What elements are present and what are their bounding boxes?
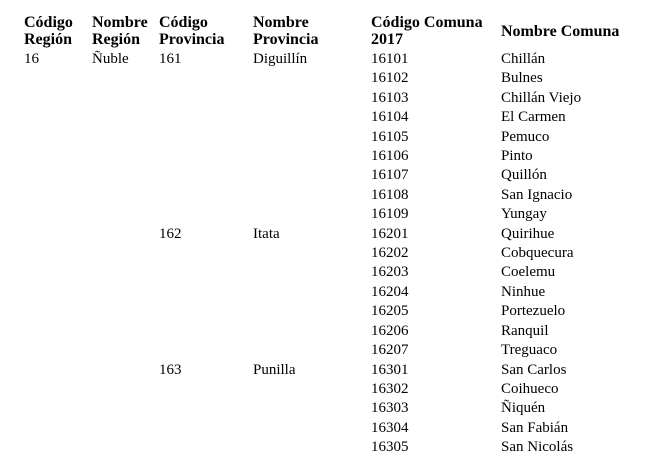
cell-codigo-comuna: 16207 (371, 342, 409, 359)
cell-nombre-region (92, 341, 159, 360)
cell-codigo-provincia (159, 283, 253, 302)
table-row (24, 166, 630, 185)
table-row (24, 50, 630, 69)
cell-codigo-provincia (159, 302, 253, 321)
cell-codigo-region (24, 244, 92, 263)
cell-codigo-comuna: 16301 (371, 361, 409, 378)
cell-nombre-comuna: Ninhue (501, 283, 546, 300)
cell-codigo-region (24, 322, 92, 341)
cell-nombre-comuna: Quillón (501, 167, 547, 184)
cell-nombre-comuna: Yungay (501, 206, 547, 223)
table-row (24, 361, 630, 380)
cell-nombre-region (92, 147, 159, 166)
cell-nombre-comuna: Chillán (501, 51, 546, 67)
table-header (24, 12, 630, 50)
table-row (24, 225, 630, 244)
table-row (24, 419, 630, 438)
cell-nombre-provincia (253, 322, 371, 341)
cell-codigo-comuna: 16303 (371, 400, 409, 417)
cell-nombre-comuna: Coelemu (501, 264, 556, 281)
cell-nombre-comuna: Pemuco (501, 128, 550, 145)
cell-nombre-provincia (253, 244, 371, 263)
table-row (24, 283, 630, 302)
cell-codigo-comuna: 16105 (371, 128, 409, 145)
cell-nombre-region (92, 166, 159, 185)
cell-nombre-region (92, 283, 159, 302)
cell-nombre-comuna: Treguaco (501, 342, 558, 359)
cell-nombre-provincia (253, 108, 371, 127)
cell-codigo-provincia (159, 341, 253, 360)
cell-nombre-provincia: Punilla (253, 361, 296, 378)
header-codigo-comuna: Código Comuna 2017 (371, 14, 483, 48)
cell-nombre-region: Ñuble (92, 51, 129, 67)
cell-nombre-provincia: Itata (253, 225, 280, 242)
cell-codigo-provincia (159, 205, 253, 224)
cell-nombre-comuna: Portezuelo (501, 303, 566, 320)
cell-nombre-region (92, 244, 159, 263)
cell-codigo-comuna: 16103 (371, 89, 409, 106)
cell-nombre-comuna: San Ignacio (501, 186, 573, 203)
cell-nombre-provincia (253, 302, 371, 321)
table-body (24, 50, 630, 458)
comunas-table (24, 12, 630, 458)
cell-codigo-region (24, 128, 92, 147)
table-row (24, 263, 630, 282)
cell-codigo-comuna: 16302 (371, 380, 409, 397)
cell-nombre-comuna: Ñiquén (501, 400, 546, 417)
cell-codigo-comuna: 16108 (371, 186, 409, 203)
cell-codigo-region (24, 263, 92, 282)
cell-codigo-comuna: 16101 (371, 51, 409, 67)
cell-nombre-comuna: Cobquecura (501, 245, 574, 262)
cell-codigo-provincia (159, 166, 253, 185)
cell-codigo-region (24, 283, 92, 302)
table-row (24, 205, 630, 224)
cell-codigo-comuna: 16204 (371, 283, 409, 300)
cell-nombre-provincia (253, 283, 371, 302)
cell-codigo-region (24, 108, 92, 127)
cell-nombre-region (92, 205, 159, 224)
header-nombre-comuna: Nombre Comuna (501, 22, 620, 40)
cell-codigo-provincia (159, 186, 253, 205)
cell-codigo-region (24, 380, 92, 399)
cell-codigo-region: 16 (24, 51, 39, 67)
cell-nombre-provincia (253, 166, 371, 185)
cell-codigo-comuna: 16203 (371, 264, 409, 281)
cell-nombre-comuna: Bulnes (501, 70, 543, 87)
cell-codigo-region (24, 205, 92, 224)
cell-codigo-region (24, 419, 92, 438)
cell-codigo-provincia (159, 147, 253, 166)
cell-nombre-region (92, 186, 159, 205)
cell-codigo-region (24, 69, 92, 88)
cell-codigo-provincia (159, 128, 253, 147)
table-row (24, 89, 630, 108)
cell-nombre-provincia (253, 438, 371, 457)
cell-nombre-region (92, 399, 159, 418)
cell-nombre-provincia (253, 341, 371, 360)
table-row (24, 380, 630, 399)
cell-codigo-region (24, 147, 92, 166)
cell-nombre-provincia (253, 419, 371, 438)
cell-nombre-comuna: Ranquil (501, 322, 549, 339)
cell-codigo-provincia (159, 244, 253, 263)
cell-nombre-comuna: San Carlos (501, 361, 567, 378)
cell-codigo-region (24, 225, 92, 244)
cell-nombre-region (92, 225, 159, 244)
cell-nombre-region (92, 438, 159, 457)
table-row (24, 438, 630, 457)
cell-nombre-comuna: San Nicolás (501, 439, 574, 456)
table-row (24, 322, 630, 341)
cell-codigo-comuna: 16205 (371, 303, 409, 320)
cell-codigo-provincia (159, 419, 253, 438)
header-nombre-region: Nombre Región (92, 14, 148, 48)
header-row (24, 12, 630, 50)
cell-nombre-region (92, 361, 159, 380)
table-row (24, 341, 630, 360)
cell-codigo-provincia (159, 263, 253, 282)
table-row (24, 147, 630, 166)
cell-codigo-provincia: 163 (159, 361, 182, 378)
cell-nombre-provincia (253, 186, 371, 205)
cell-codigo-comuna: 16202 (371, 245, 409, 262)
table-row (24, 128, 630, 147)
cell-codigo-comuna: 16109 (371, 206, 409, 223)
header-nombre-provincia: Nombre Provincia (253, 14, 319, 48)
table-row (24, 69, 630, 88)
cell-nombre-comuna: El Carmen (501, 109, 566, 126)
cell-nombre-provincia (253, 205, 371, 224)
cell-codigo-provincia (159, 380, 253, 399)
cell-codigo-comuna: 16304 (371, 419, 409, 436)
table-row (24, 244, 630, 263)
cell-nombre-provincia (253, 380, 371, 399)
cell-nombre-region (92, 263, 159, 282)
cell-codigo-provincia: 162 (159, 225, 182, 242)
cell-codigo-comuna: 16107 (371, 167, 409, 184)
header-codigo-provincia: Código Provincia (159, 14, 225, 48)
cell-nombre-comuna: Coihueco (501, 380, 559, 397)
cell-codigo-region (24, 302, 92, 321)
cell-nombre-provincia (253, 147, 371, 166)
cell-codigo-provincia (159, 108, 253, 127)
cell-codigo-provincia (159, 399, 253, 418)
cell-codigo-provincia (159, 438, 253, 457)
cell-nombre-provincia (253, 263, 371, 282)
header-codigo-region: Código Región (24, 14, 73, 48)
cell-nombre-region (92, 322, 159, 341)
cell-codigo-region (24, 361, 92, 380)
cell-codigo-provincia (159, 322, 253, 341)
cell-nombre-region (92, 69, 159, 88)
cell-nombre-region (92, 128, 159, 147)
cell-codigo-region (24, 399, 92, 418)
table-row (24, 186, 630, 205)
cell-nombre-provincia (253, 128, 371, 147)
cell-codigo-comuna: 16201 (371, 225, 409, 242)
cell-nombre-comuna: Chillán Viejo (501, 89, 582, 106)
cell-codigo-provincia (159, 89, 253, 108)
cell-codigo-comuna: 16206 (371, 322, 409, 339)
cell-nombre-provincia (253, 69, 371, 88)
cell-nombre-region (92, 108, 159, 127)
cell-codigo-region (24, 438, 92, 457)
cell-nombre-comuna: San Fabián (501, 419, 569, 436)
table-row (24, 399, 630, 418)
table-row (24, 302, 630, 321)
cell-codigo-comuna: 16104 (371, 109, 409, 126)
cell-codigo-region (24, 186, 92, 205)
cell-nombre-provincia (253, 399, 371, 418)
cell-codigo-comuna: 16305 (371, 439, 409, 456)
table-row (24, 108, 630, 127)
cell-codigo-region (24, 89, 92, 108)
cell-nombre-region (92, 419, 159, 438)
cell-nombre-region (92, 302, 159, 321)
cell-codigo-region (24, 341, 92, 360)
cell-nombre-provincia: Diguillín (253, 51, 308, 67)
cell-codigo-provincia: 161 (159, 51, 182, 67)
cell-codigo-region (24, 166, 92, 185)
cell-codigo-comuna: 16106 (371, 148, 409, 165)
cell-nombre-region (92, 380, 159, 399)
cell-nombre-region (92, 89, 159, 108)
cell-nombre-provincia (253, 89, 371, 108)
cell-nombre-comuna: Pinto (501, 148, 533, 165)
cell-codigo-provincia (159, 69, 253, 88)
cell-codigo-comuna: 16102 (371, 70, 409, 87)
cell-nombre-comuna: Quirihue (501, 225, 555, 242)
